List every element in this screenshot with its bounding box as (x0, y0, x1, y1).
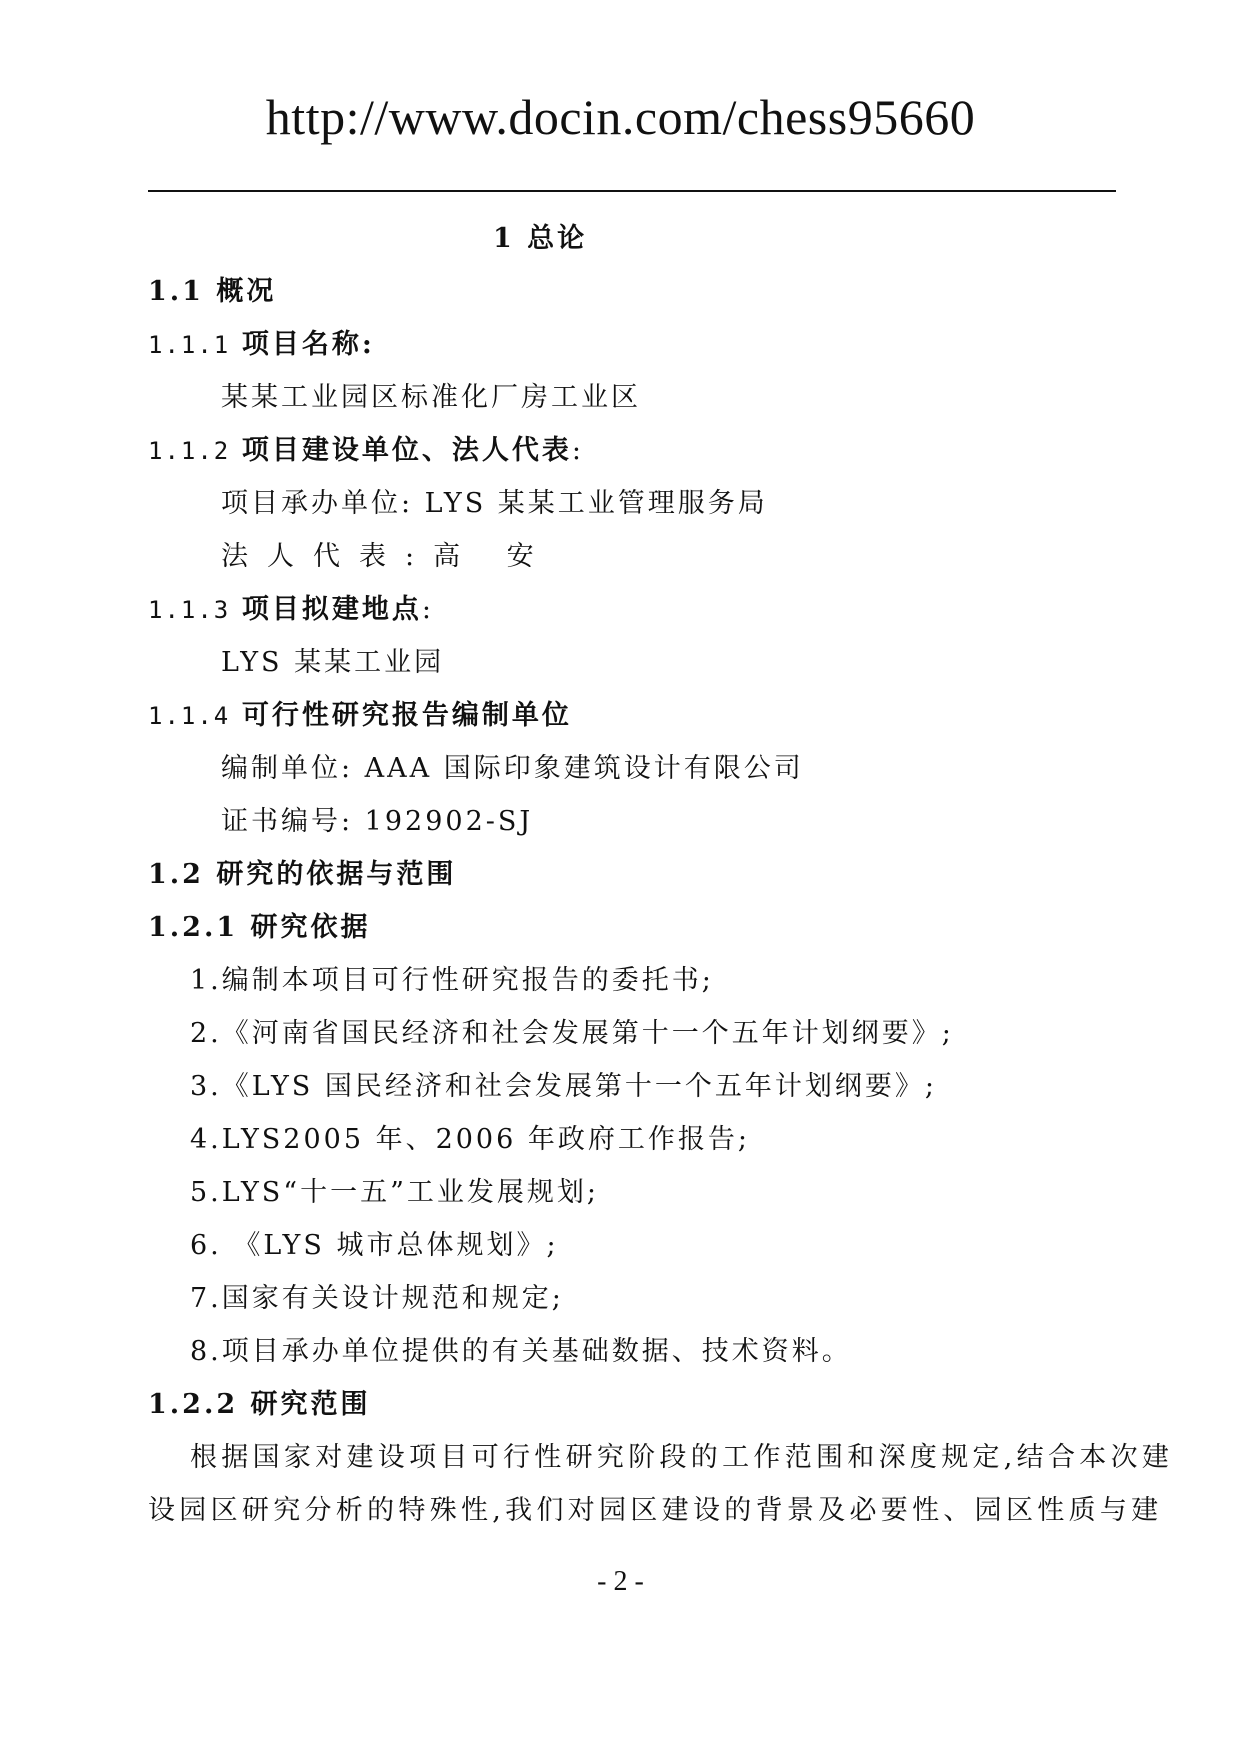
section-1-1-1-heading (148, 329, 375, 361)
basis-item: 5.LYS“十一五”工业发展规划; (190, 1177, 599, 1208)
section-1-2-2-heading: 1.2.2 研究范围 (148, 1389, 371, 1420)
section-1-1-heading: 1.1 概况 (148, 276, 277, 307)
section-number: 1.1.2 (148, 437, 231, 465)
chapter-title: 1 总论 (493, 223, 588, 254)
header-divider (148, 190, 1116, 192)
label-colon: : (571, 435, 584, 466)
basis-item: 8.项目承办单位提供的有关基础数据、技术资料。 (190, 1336, 852, 1367)
section-1-1-3-heading (148, 594, 434, 626)
section-label: 可行性研究报告编制单位 (241, 700, 572, 731)
header-url: http://www.docin.com/chess95660 (265, 89, 976, 145)
section-label: 项目拟建地点 (241, 594, 422, 625)
basis-item: 6. 《LYS 城市总体规划》; (190, 1230, 559, 1261)
section-label: 项目名称: (241, 329, 375, 360)
scope-paragraph-line-2: 设园区研究分析的特殊性,我们对园区建设的背景及必要性、园区性质与建 (148, 1495, 1163, 1526)
section-number: 1.1.4 (148, 702, 231, 730)
undertaking-unit: 项目承办单位: LYS 某某工业管理服务局 (221, 488, 768, 519)
section-1-1-2-heading (148, 435, 584, 467)
page-number: - 2 - (597, 1566, 644, 1597)
section-1-1-4-heading (148, 700, 572, 732)
section-1-2-heading: 1.2 研究的依据与范围 (148, 859, 457, 890)
section-number: 1.1.3 (148, 596, 231, 624)
section-label: 项目建设单位、法人代表 (241, 435, 572, 466)
scope-paragraph-line-1: 根据国家对建设项目可行性研究阶段的工作范围和深度规定,结合本次建 (190, 1442, 1174, 1473)
section-number: 1.1.1 (148, 331, 231, 359)
basis-item: 4.LYS2005 年、2006 年政府工作报告; (190, 1124, 750, 1155)
project-location: LYS 某某工业园 (221, 647, 445, 678)
project-name: 某某工业园区标准化厂房工业区 (221, 382, 641, 413)
section-1-2-1-heading: 1.2.1 研究依据 (148, 912, 371, 943)
certificate-number: 证书编号: 192902-SJ (221, 806, 534, 837)
basis-item: 3.《LYS 国民经济和社会发展第十一个五年计划纲要》; (190, 1071, 937, 1102)
legal-representative: 法人代表:高 安 (221, 541, 553, 572)
compiling-unit: 编制单位: AAA 国际印象建筑设计有限公司 (221, 753, 804, 784)
label-colon: : (421, 594, 434, 625)
basis-item: 1.编制本项目可行性研究报告的委托书; (190, 965, 714, 996)
basis-item: 7.国家有关设计规范和规定; (190, 1283, 564, 1314)
basis-item: 2.《河南省国民经济和社会发展第十一个五年计划纲要》; (190, 1018, 954, 1049)
